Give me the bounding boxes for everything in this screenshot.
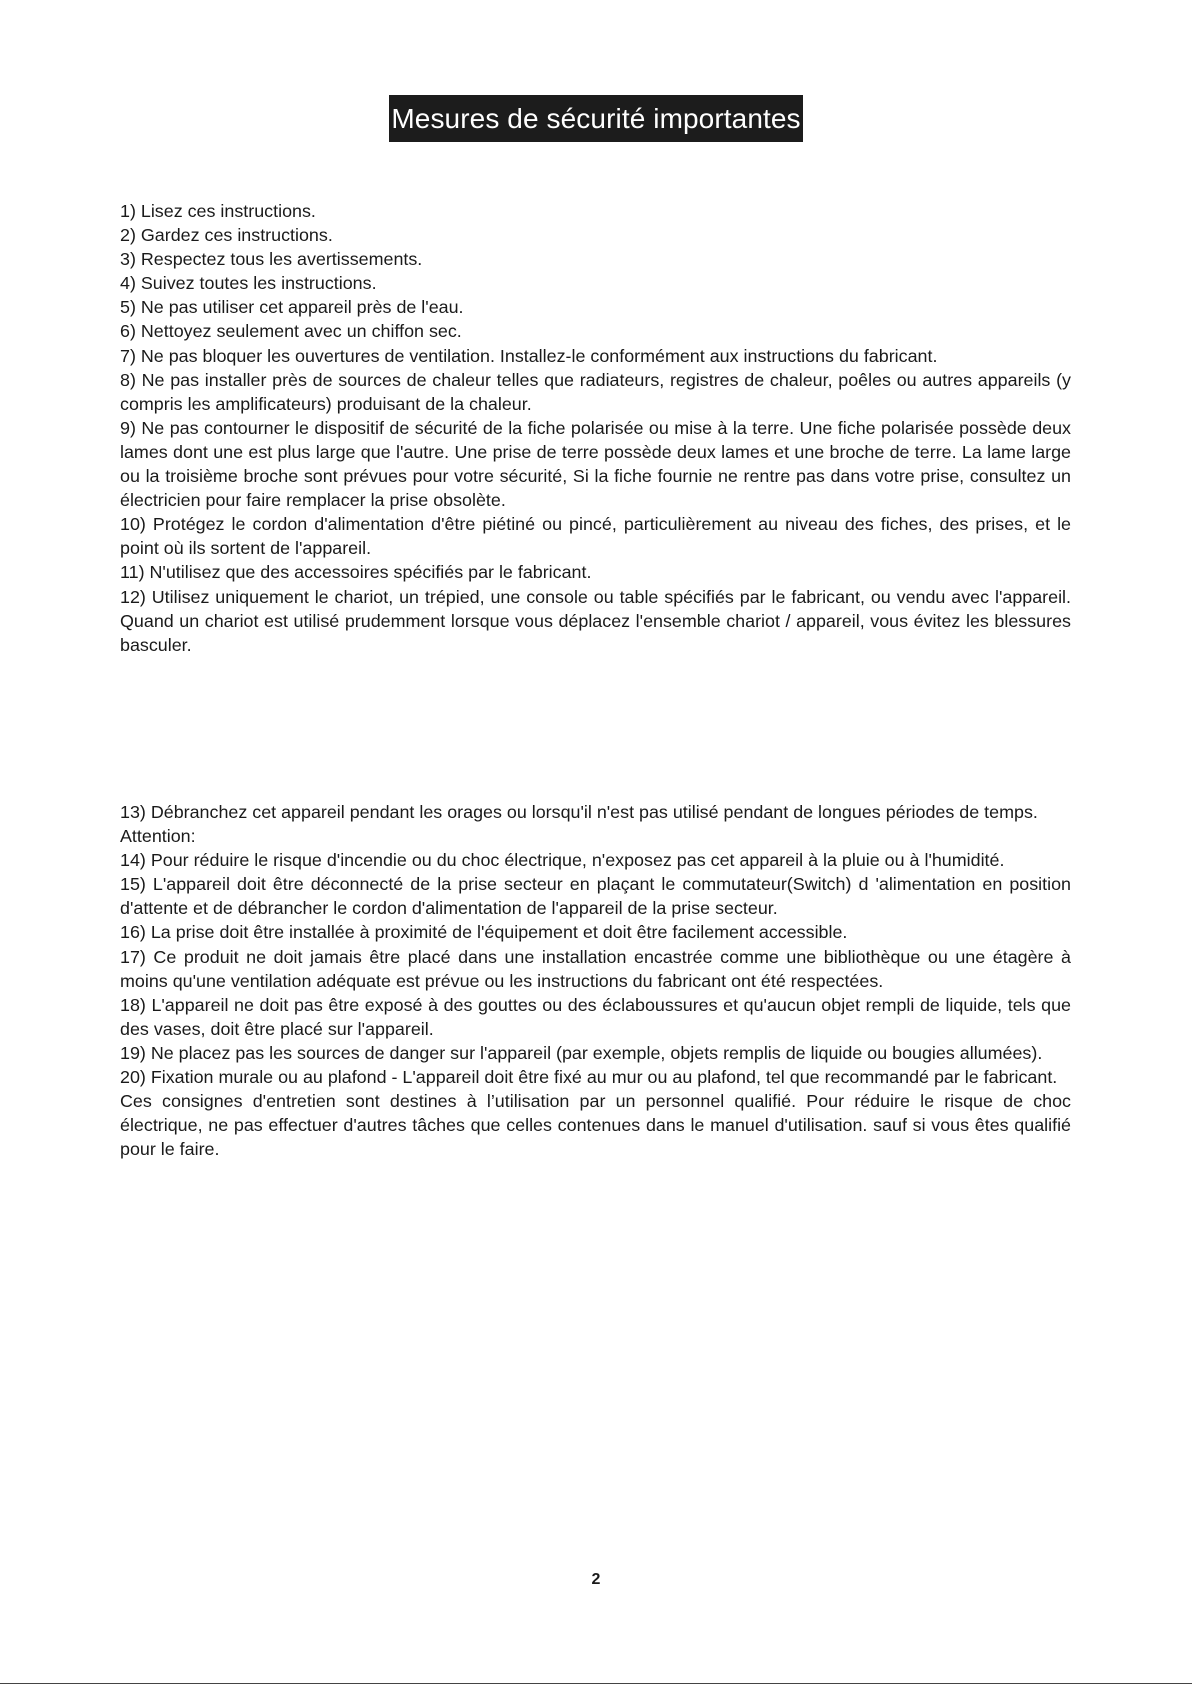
instruction-item: 13) Débranchez cet appareil pendant les orages ou lorsqu'il n'est pas utilisé pendant de longues périodes de temps. [120, 802, 1038, 822]
safety-instructions-part-2 [120, 800, 1071, 1161]
instruction-item: 8) Ne pas installer près de sources de chaleur telles que radiateurs, registres de chaleur, poêles ou autres appareils (y compris les amplificateurs) produisant de la chaleur. [120, 369, 1071, 414]
instruction-item: 4) Suivez toutes les instructions. [120, 273, 377, 294]
instruction-item: 14) Pour réduire le risque d'incendie ou du choc électrique, n'exposez pas cet appareil à la pluie ou à l'humidité. [120, 850, 1005, 871]
instruction-item: 18) L'appareil ne doit pas être exposé à des gouttes ou des éclaboussures et qu'aucun objet rempli de liquide, tels que des vases, doit être placé sur l'appareil. [120, 994, 1071, 1039]
instruction-item: 9) Ne pas contourner le dispositif de sécurité de la fiche polarisée ou mise à la terre. Une fiche polarisée possède deux lames dont une est plus large que l'autre. Une prise de terre possède deux lames et une broche de terre. La lame large ou la troisième broche sont prévues pour votre sécurité, Si la fiche fournie ne rentre pas dans votre prise, consultez un électricien pour faire remplacer la prise obsolète. [120, 417, 1071, 511]
attention-label: Attention: [120, 826, 196, 847]
title-container [0, 95, 1192, 142]
safety-instructions-part-1 [120, 199, 1071, 657]
instruction-item: 6) Nettoyez seulement avec un chiffon sec. [120, 321, 462, 342]
servicing-note: Ces consignes d'entretien sont destines à l’utilisation par un personnel qualifié. Pour réduire le risque de choc électrique, ne pas effectuer d'autres tâches que celles contenues dans le manuel d'utilisation. sauf si vous êtes qualifié pour le faire. [120, 1091, 1071, 1160]
instruction-item: 2) Gardez ces instructions. [120, 225, 333, 246]
instruction-item: 17) Ce produit ne doit jamais être placé dans une installation encastrée comme une bibliothèque ou une étagère à moins qu'une ventilation adéquate est prévue ou les instructions du fabricant ont été respectées. [120, 946, 1071, 991]
instruction-item: 20) Fixation murale ou au plafond - L'appareil doit être fixé au mur ou au plafond, tel que recommandé par le fabricant. [120, 1067, 1058, 1088]
instruction-item: 15) L'appareil doit être déconnecté de la prise secteur en plaçant le commutateur(Switch) d 'alimentation en position d'attente et de débrancher le cordon d'alimentation de l'appareil de la prise secteur. [120, 874, 1071, 919]
instruction-item: 1) Lisez ces instructions. [120, 201, 316, 221]
page-title: Mesures de sécurité importantes [389, 95, 802, 142]
instruction-item: 10) Protégez le cordon d'alimentation d'être piétiné ou pincé, particulièrement au niveau des fiches, des prises, et le point où ils sortent de l'appareil. [120, 514, 1071, 559]
instruction-item: 3) Respectez tous les avertissements. [120, 249, 423, 270]
instruction-item: 16) La prise doit être installée à proximité de l'équipement et doit être facilement accessible. [120, 922, 848, 943]
instruction-item: 19) Ne placez pas les sources de danger sur l'appareil (par exemple, objets remplis de liquide ou bougies allumées). [120, 1042, 1043, 1063]
instruction-item: 12) Utilisez uniquement le chariot, un trépied, une console ou table spécifiés par le fabricant, ou vendu avec l'appareil. Quand un chariot est utilisé prudemment lorsque vous déplacez l'ensemble chariot / appareil, vous évitez les blessures basculer. [120, 586, 1071, 655]
bottom-divider [0, 1683, 1192, 1684]
instruction-item: 5) Ne pas utiliser cet appareil près de l'eau. [120, 297, 464, 318]
instruction-item: 11) N'utilisez que des accessoires spécifiés par le fabricant. [120, 562, 592, 583]
page-number: 2 [591, 1571, 601, 1588]
instruction-item: 7) Ne pas bloquer les ouvertures de ventilation. Installez-le conformément aux instructions du fabricant. [120, 345, 938, 366]
